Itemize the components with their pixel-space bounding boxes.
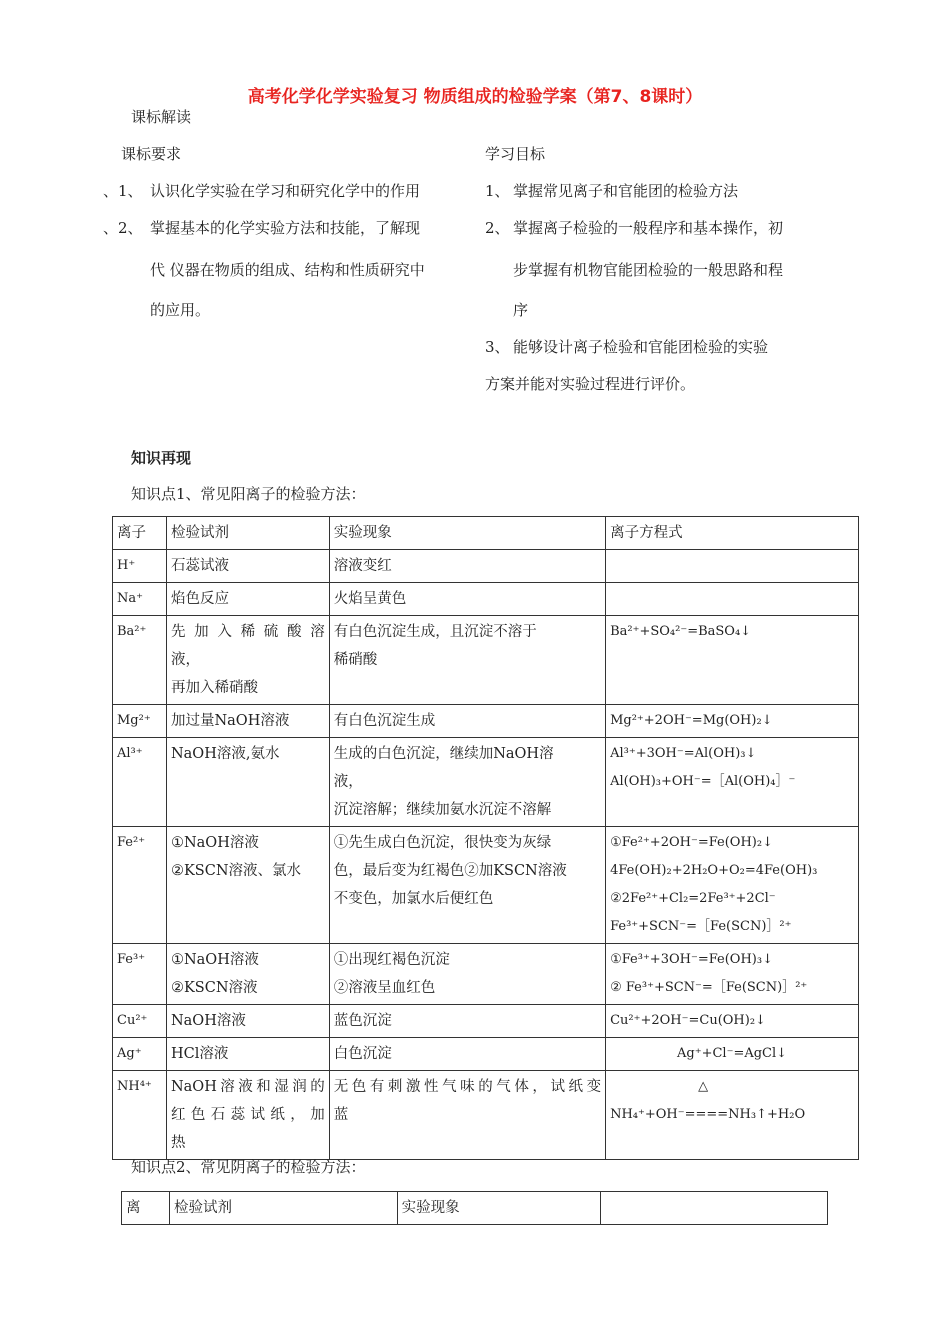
equation-cell xyxy=(606,550,859,583)
phenomenon-line: 蓝 xyxy=(333,1107,349,1123)
table-header-row xyxy=(122,1192,828,1225)
equation-cell xyxy=(606,1071,859,1160)
phenomenon-line: 不变色，加氯水后便红色 xyxy=(333,891,494,907)
table-header-row xyxy=(113,517,859,550)
table-row xyxy=(113,705,859,738)
equation-line: ②2Fe²⁺+Cl₂=2Fe³⁺+2Cl⁻ xyxy=(610,891,776,906)
header-reagent: 检验试剂 xyxy=(166,517,329,550)
equation-cell xyxy=(606,738,859,827)
reagent-line: ①NaOH溶液 xyxy=(170,835,259,851)
ion-cell: Al³⁺ xyxy=(113,738,167,827)
ion-cell: Cu²⁺ xyxy=(113,1005,167,1038)
goal-2-line-2: 步掌握有机物官能团检验的一般思路和程 xyxy=(513,261,784,279)
phenomenon-line: 无色有刺激性气味的气体，试纸变 xyxy=(333,1079,602,1095)
phenomenon-line: 蓝色沉淀 xyxy=(333,1013,392,1029)
table-row xyxy=(113,550,859,583)
phenomenon-line: 有白色沉淀生成 xyxy=(333,713,436,729)
requirement-2-number: 、2、 xyxy=(103,219,143,237)
requirement-1-number: 、1、 xyxy=(103,182,143,200)
phenomenon-cell xyxy=(329,705,605,738)
phenomenon-cell xyxy=(329,1071,605,1160)
phenomenon-line: 生成的白色沉淀，继续加NaOH溶 xyxy=(333,746,554,762)
goals-header: 学习目标 xyxy=(485,145,546,163)
phenomenon-line: ①先生成白色沉淀，很快变为灰绿 xyxy=(333,835,552,851)
requirements-header: 课标要求 xyxy=(121,145,182,163)
phenomenon-line: 沉淀溶解；继续加氨水沉淀不溶解 xyxy=(333,802,552,818)
reagent-cell xyxy=(166,1038,329,1071)
reagent-line: 先加入稀硫酸溶 xyxy=(170,624,325,640)
equation-line: Ba²⁺+SO₄²⁻=BaSO₄↓ xyxy=(610,624,752,639)
table-row xyxy=(113,1071,859,1160)
reagent-cell xyxy=(166,583,329,616)
header-equation xyxy=(601,1192,828,1225)
phenomenon-line: 色，最后变为红褐色②加KSCN溶液 xyxy=(333,863,567,879)
requirement-2-line-2: 代 仪器在物质的组成、结构和性质研究中 xyxy=(150,261,425,279)
goal-2-number: 2、 xyxy=(485,219,510,237)
header-ion: 离 xyxy=(122,1192,170,1225)
equation-line: ② Fe³⁺+SCN⁻=［Fe(SCN)］²⁺ xyxy=(610,980,808,995)
reagent-line: 焰色反应 xyxy=(170,591,229,607)
reagent-line: HCl溶液 xyxy=(170,1046,229,1062)
reagent-cell xyxy=(166,738,329,827)
equation-line: Cu²⁺+2OH⁻=Cu(OH)₂↓ xyxy=(610,1013,766,1028)
table-row xyxy=(113,738,859,827)
reagent-line: 再加入稀硝酸 xyxy=(170,680,258,696)
reagent-line: ②KSCN溶液、氯水 xyxy=(170,863,302,879)
reagent-cell xyxy=(166,944,329,1005)
ion-cell: H⁺ xyxy=(113,550,167,583)
equation-cell xyxy=(606,583,859,616)
phenomenon-cell xyxy=(329,550,605,583)
section-curriculum: 课标解读 xyxy=(131,108,192,126)
reagent-line: 加过量NaOH溶液 xyxy=(170,713,290,729)
ion-cell: Mg²⁺ xyxy=(113,705,167,738)
goal-2-line-3: 序 xyxy=(513,301,529,319)
phenomenon-cell xyxy=(329,616,605,705)
knowledge-point-1: 知识点1、常见阳离子的检验方法： xyxy=(131,485,366,503)
equation-line: ①Fe²⁺+2OH⁻=Fe(OH)₂↓ xyxy=(610,835,773,850)
reagent-line: NaOH溶液和湿润的 xyxy=(170,1079,325,1095)
header-phenomenon: 实验现象 xyxy=(329,517,605,550)
phenomenon-cell xyxy=(329,738,605,827)
ion-cell: Fe²⁺ xyxy=(113,827,167,944)
goal-3-number: 3、 xyxy=(485,338,510,356)
goal-3-line-2: 方案并能对实验过程进行评价。 xyxy=(485,375,696,393)
requirement-2-line-1: 掌握基本的化学实验方法和技能，了解现 xyxy=(150,219,421,237)
requirement-1-text: 认识化学实验在学习和研究化学中的作用 xyxy=(150,182,421,200)
ion-cell: Fe³⁺ xyxy=(113,944,167,1005)
reagent-cell xyxy=(166,616,329,705)
phenomenon-line: ①出现红褐色沉淀 xyxy=(333,952,450,968)
header-ion: 离子 xyxy=(113,517,167,550)
reagent-cell xyxy=(166,1071,329,1160)
goal-2-line-1: 掌握离子检验的一般程序和基本操作，初 xyxy=(513,219,784,237)
reagent-cell xyxy=(166,1005,329,1038)
reagent-cell xyxy=(166,705,329,738)
phenomenon-cell xyxy=(329,583,605,616)
equation-line: Fe³⁺+SCN⁻=［Fe(SCN)］²⁺ xyxy=(610,919,792,934)
reagent-line: ①NaOH溶液 xyxy=(170,952,259,968)
reagent-line: NaOH溶液 xyxy=(170,1013,246,1029)
goal-1-text: 掌握常见离子和官能团的检验方法 xyxy=(513,182,739,200)
equation-line: ①Fe³⁺+3OH⁻=Fe(OH)₃↓ xyxy=(610,952,773,967)
equation-cell xyxy=(606,944,859,1005)
equation-cell xyxy=(606,705,859,738)
phenomenon-line: 液， xyxy=(333,774,363,790)
phenomenon-cell xyxy=(329,944,605,1005)
equation-line: Al³⁺+3OH⁻=Al(OH)₃↓ xyxy=(610,746,757,761)
phenomenon-cell xyxy=(329,1005,605,1038)
equation-line: Ag⁺+Cl⁻=AgCl↓ xyxy=(677,1046,788,1061)
anion-test-table xyxy=(121,1191,828,1225)
reagent-line: 红色石蕊试纸，加 xyxy=(170,1107,325,1123)
header-equation: 离子方程式 xyxy=(606,517,859,550)
ion-cell: Ag⁺ xyxy=(113,1038,167,1071)
reagent-cell xyxy=(166,827,329,944)
ion-cell: Ba²⁺ xyxy=(113,616,167,705)
reagent-line: 热 xyxy=(170,1135,186,1151)
phenomenon-line: 火焰呈黄色 xyxy=(333,591,407,607)
equation-line: NH₄⁺+OH⁻====NH₃↑+H₂O xyxy=(610,1107,806,1122)
ion-cell: NH⁴⁺ xyxy=(113,1071,167,1160)
ion-cell: Na⁺ xyxy=(113,583,167,616)
table-row xyxy=(113,583,859,616)
equation-cell xyxy=(606,1038,859,1071)
requirement-2-line-3: 的应用。 xyxy=(150,301,211,319)
equation-cell xyxy=(606,616,859,705)
phenomenon-cell xyxy=(329,827,605,944)
equation-cell xyxy=(606,827,859,944)
reagent-line: 石蕊试液 xyxy=(170,558,229,574)
cation-test-table xyxy=(112,516,859,1160)
header-phenomenon: 实验现象 xyxy=(397,1192,601,1225)
knowledge-point-2: 知识点2、常见阴离子的检验方法： xyxy=(131,1158,366,1176)
table-row xyxy=(113,1038,859,1071)
reagent-cell xyxy=(166,550,329,583)
phenomenon-line: 白色沉淀 xyxy=(333,1046,392,1062)
header-reagent: 检验试剂 xyxy=(169,1192,397,1225)
heat-symbol: △ xyxy=(698,1079,709,1094)
page-title: 高考化学化学实验复习 物质组成的检验学案（第7、8课时） xyxy=(247,87,703,107)
goal-1-number: 1、 xyxy=(485,182,510,200)
reagent-line: NaOH溶液,氨水 xyxy=(170,746,280,762)
phenomenon-line: 稀硝酸 xyxy=(333,652,378,668)
table-row xyxy=(113,1005,859,1038)
equation-line: Mg²⁺+2OH⁻=Mg(OH)₂↓ xyxy=(610,713,773,728)
phenomenon-line: 溶液变红 xyxy=(333,558,392,574)
equation-line: 4Fe(OH)₂+2H₂O+O₂=4Fe(OH)₃ xyxy=(610,863,818,878)
equation-cell xyxy=(606,1005,859,1038)
reagent-line: 液， xyxy=(170,652,200,668)
reagent-line: ②KSCN溶液 xyxy=(170,980,258,996)
phenomenon-line: ②溶液呈血红色 xyxy=(333,980,436,996)
phenomenon-cell xyxy=(329,1038,605,1071)
goal-3-line-1: 能够设计离子检验和官能团检验的实验 xyxy=(513,338,769,356)
table-row xyxy=(113,616,859,705)
table-row xyxy=(113,944,859,1005)
section-knowledge: 知识再现 xyxy=(131,449,192,467)
table-row xyxy=(113,827,859,944)
equation-line: Al(OH)₃+OH⁻=［Al(OH)₄］⁻ xyxy=(610,774,796,789)
phenomenon-line: 有白色沉淀生成，且沉淀不溶于 xyxy=(333,624,537,640)
